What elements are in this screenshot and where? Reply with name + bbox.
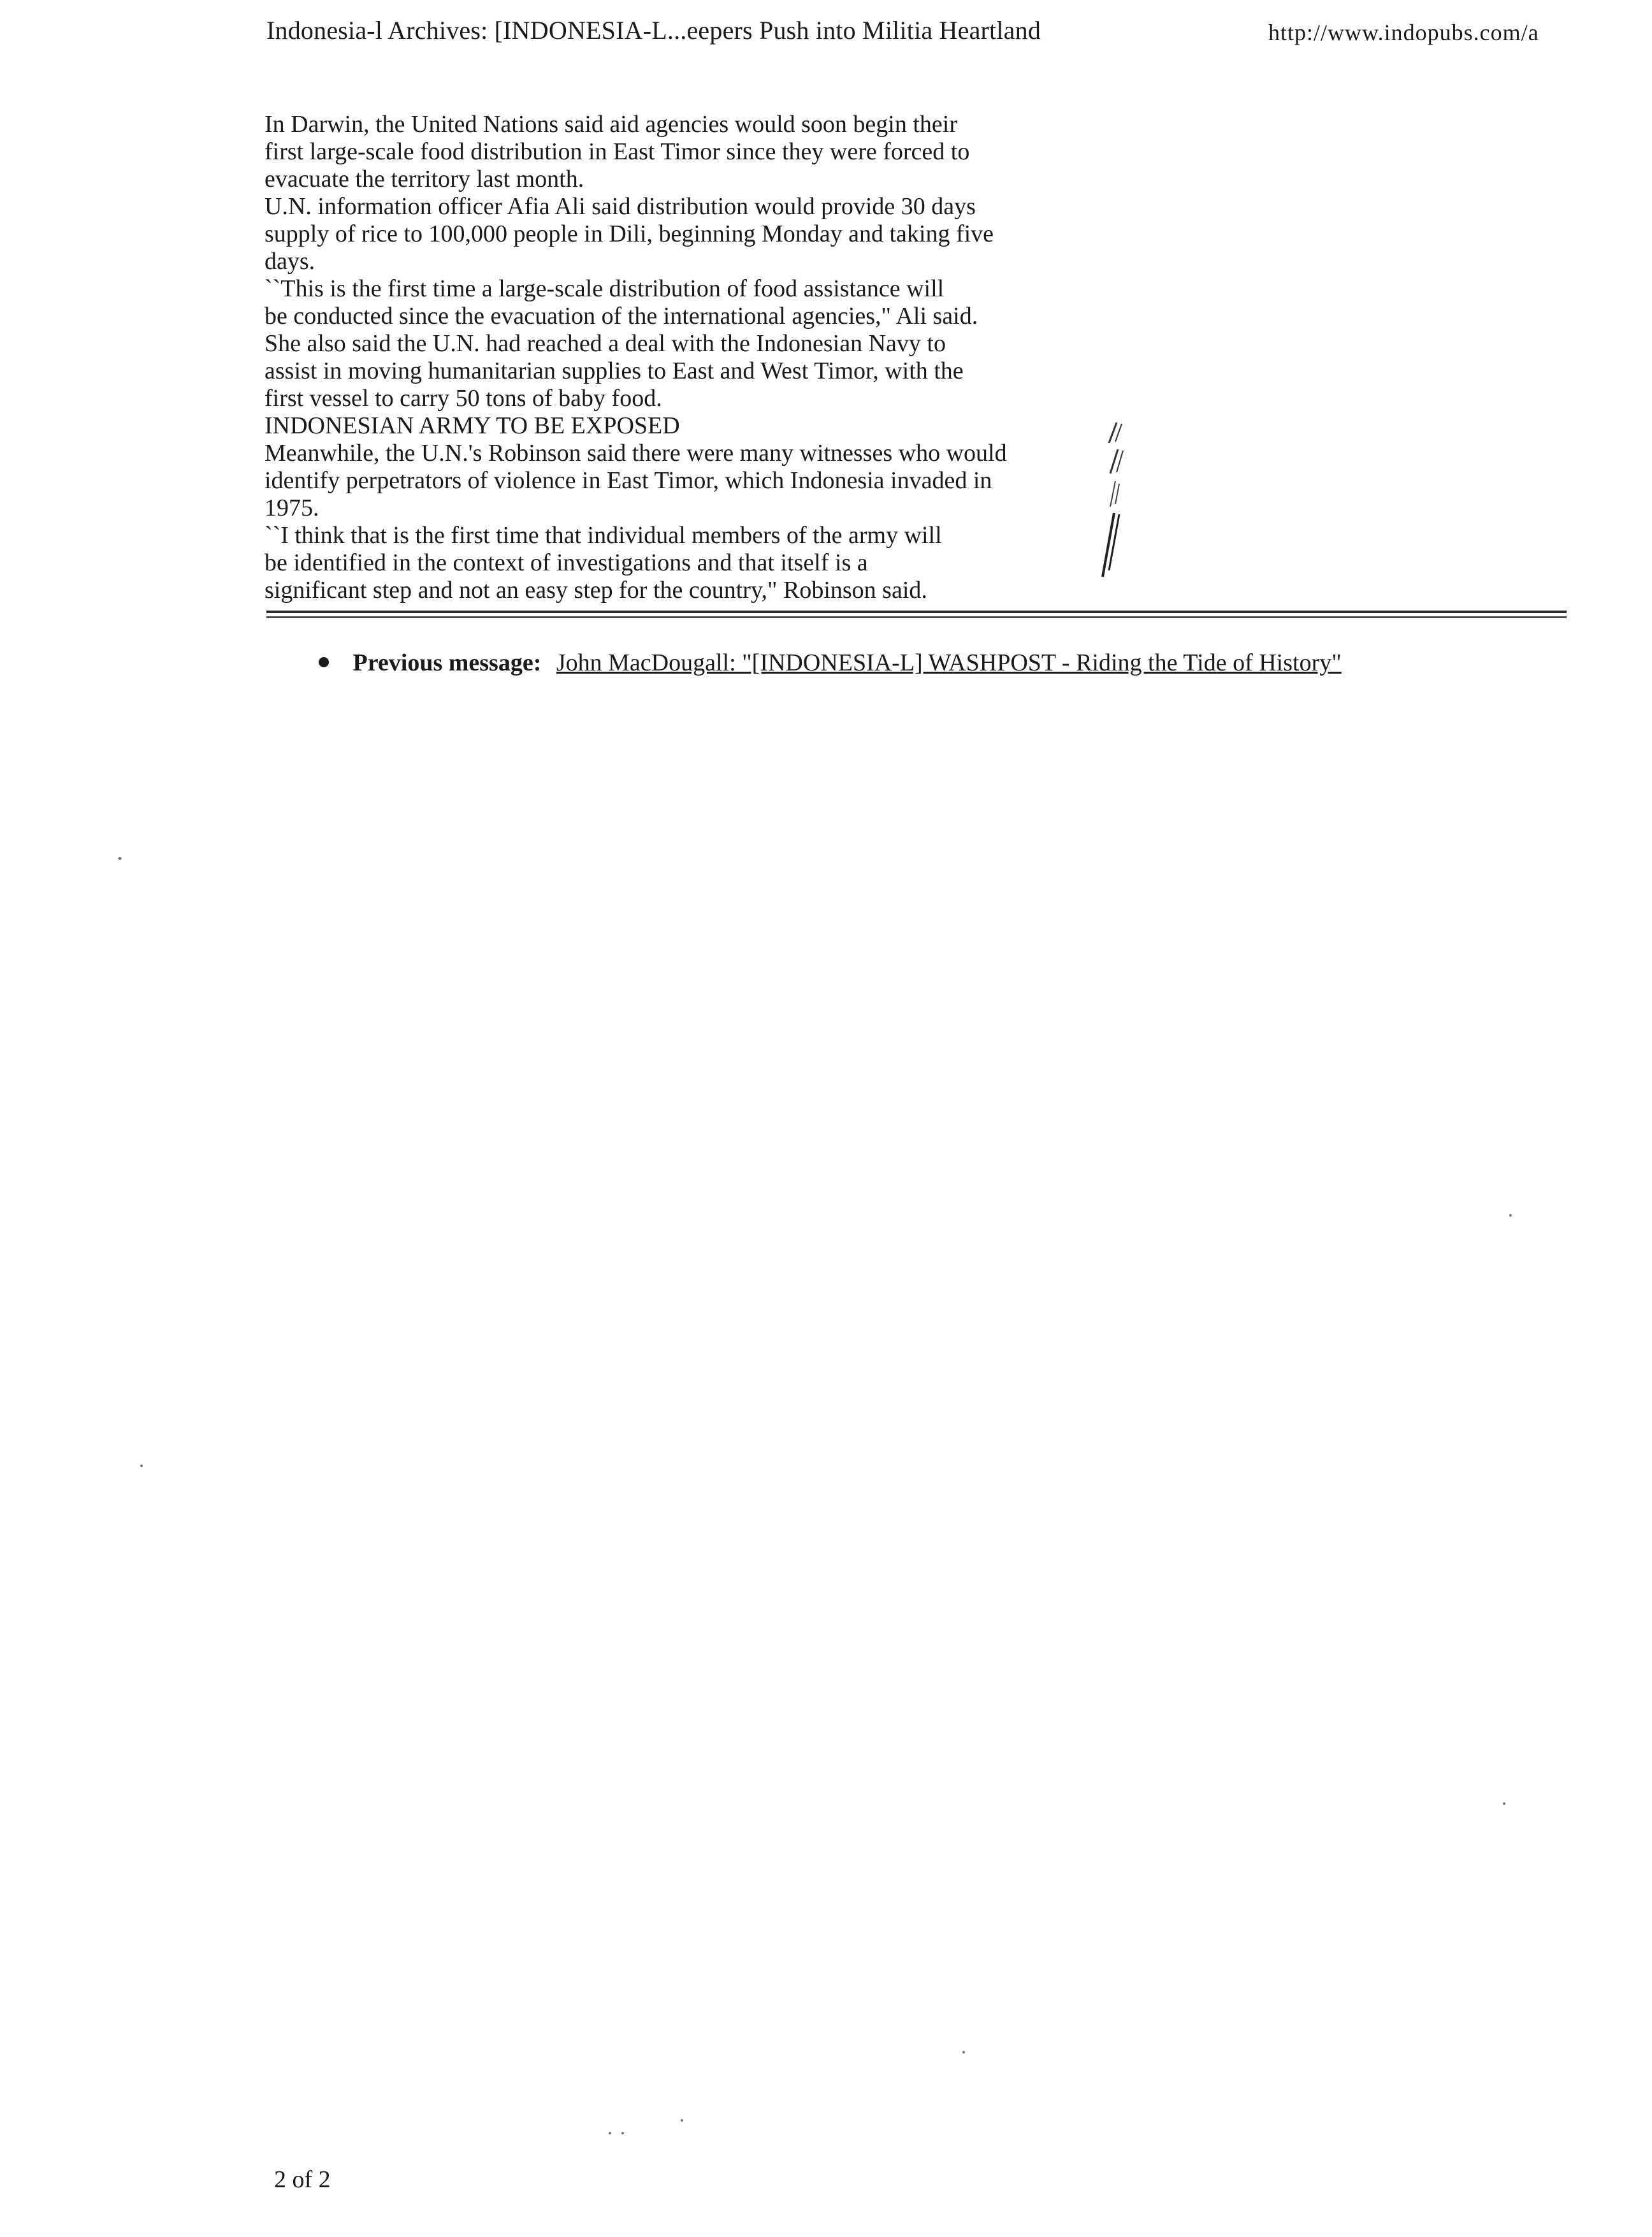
scan-speck xyxy=(118,857,122,860)
article-line: U.N. information officer Afia Ali said distribution would provide 30 days xyxy=(264,193,976,220)
article-subheading: INDONESIAN ARMY TO BE EXPOSED xyxy=(264,412,680,439)
article-line: first vessel to carry 50 tons of baby food. xyxy=(264,385,662,412)
article-line: identify perpetrators of violence in East Timor, which Indonesia invaded in xyxy=(264,467,992,494)
article-body xyxy=(264,111,1131,604)
scan-speck xyxy=(962,2051,965,2053)
scan-speck xyxy=(1509,1214,1512,1217)
handwritten-margin-mark xyxy=(1077,417,1147,583)
scan-speck xyxy=(621,2132,624,2134)
article-line: first large-scale food distribution in East Timor since they were forced to xyxy=(264,138,970,165)
page-header-title: Indonesia-l Archives: [INDONESIA-L...eepers Push into Militia Heartland xyxy=(266,16,1041,45)
article-line: supply of rice to 100,000 people in Dili, beginning Monday and taking five xyxy=(264,221,994,247)
scan-speck xyxy=(681,2119,683,2122)
previous-message-link[interactable]: John MacDougall: "[INDONESIA-L] WASHPOST - Riding the Tide of History" xyxy=(556,649,1342,676)
divider-line-top xyxy=(266,611,1567,613)
scan-speck xyxy=(140,1465,143,1467)
article-line: Meanwhile, the U.N.'s Robinson said there were many witnesses who would xyxy=(264,440,1007,467)
article-line: days. xyxy=(264,248,315,275)
scan-speck xyxy=(1503,1802,1505,1805)
previous-message-label: Previous message: xyxy=(352,649,542,676)
article-line: be conducted since the evacuation of the international agencies," Ali said. xyxy=(264,303,978,329)
article-line: significant step and not an easy step for the country," Robinson said. xyxy=(264,577,927,604)
article-line: In Darwin, the United Nations said aid agencies would soon begin their xyxy=(264,111,957,138)
article-line: evacuate the territory last month. xyxy=(264,166,584,192)
article-line: assist in moving humanitarian supplies to East and West Timor, with the xyxy=(264,358,964,384)
article-line: She also said the U.N. had reached a deal with the Indonesian Navy to xyxy=(264,330,946,357)
divider-line-bottom xyxy=(266,616,1567,618)
scan-speck xyxy=(609,2132,611,2134)
bullet-icon xyxy=(319,657,329,667)
previous-message-nav xyxy=(319,649,1342,677)
article-line: ``I think that is the first time that individual members of the army will xyxy=(264,522,942,549)
article-line: 1975. xyxy=(264,495,319,521)
page-header-url: http://www.indopubs.com/a xyxy=(1268,20,1539,45)
article-line: be identified in the context of investigations and that itself is a xyxy=(264,549,868,576)
page-number: 2 of 2 xyxy=(274,2166,331,2193)
article-line: ``This is the first time a large-scale distribution of food assistance will xyxy=(264,275,945,302)
